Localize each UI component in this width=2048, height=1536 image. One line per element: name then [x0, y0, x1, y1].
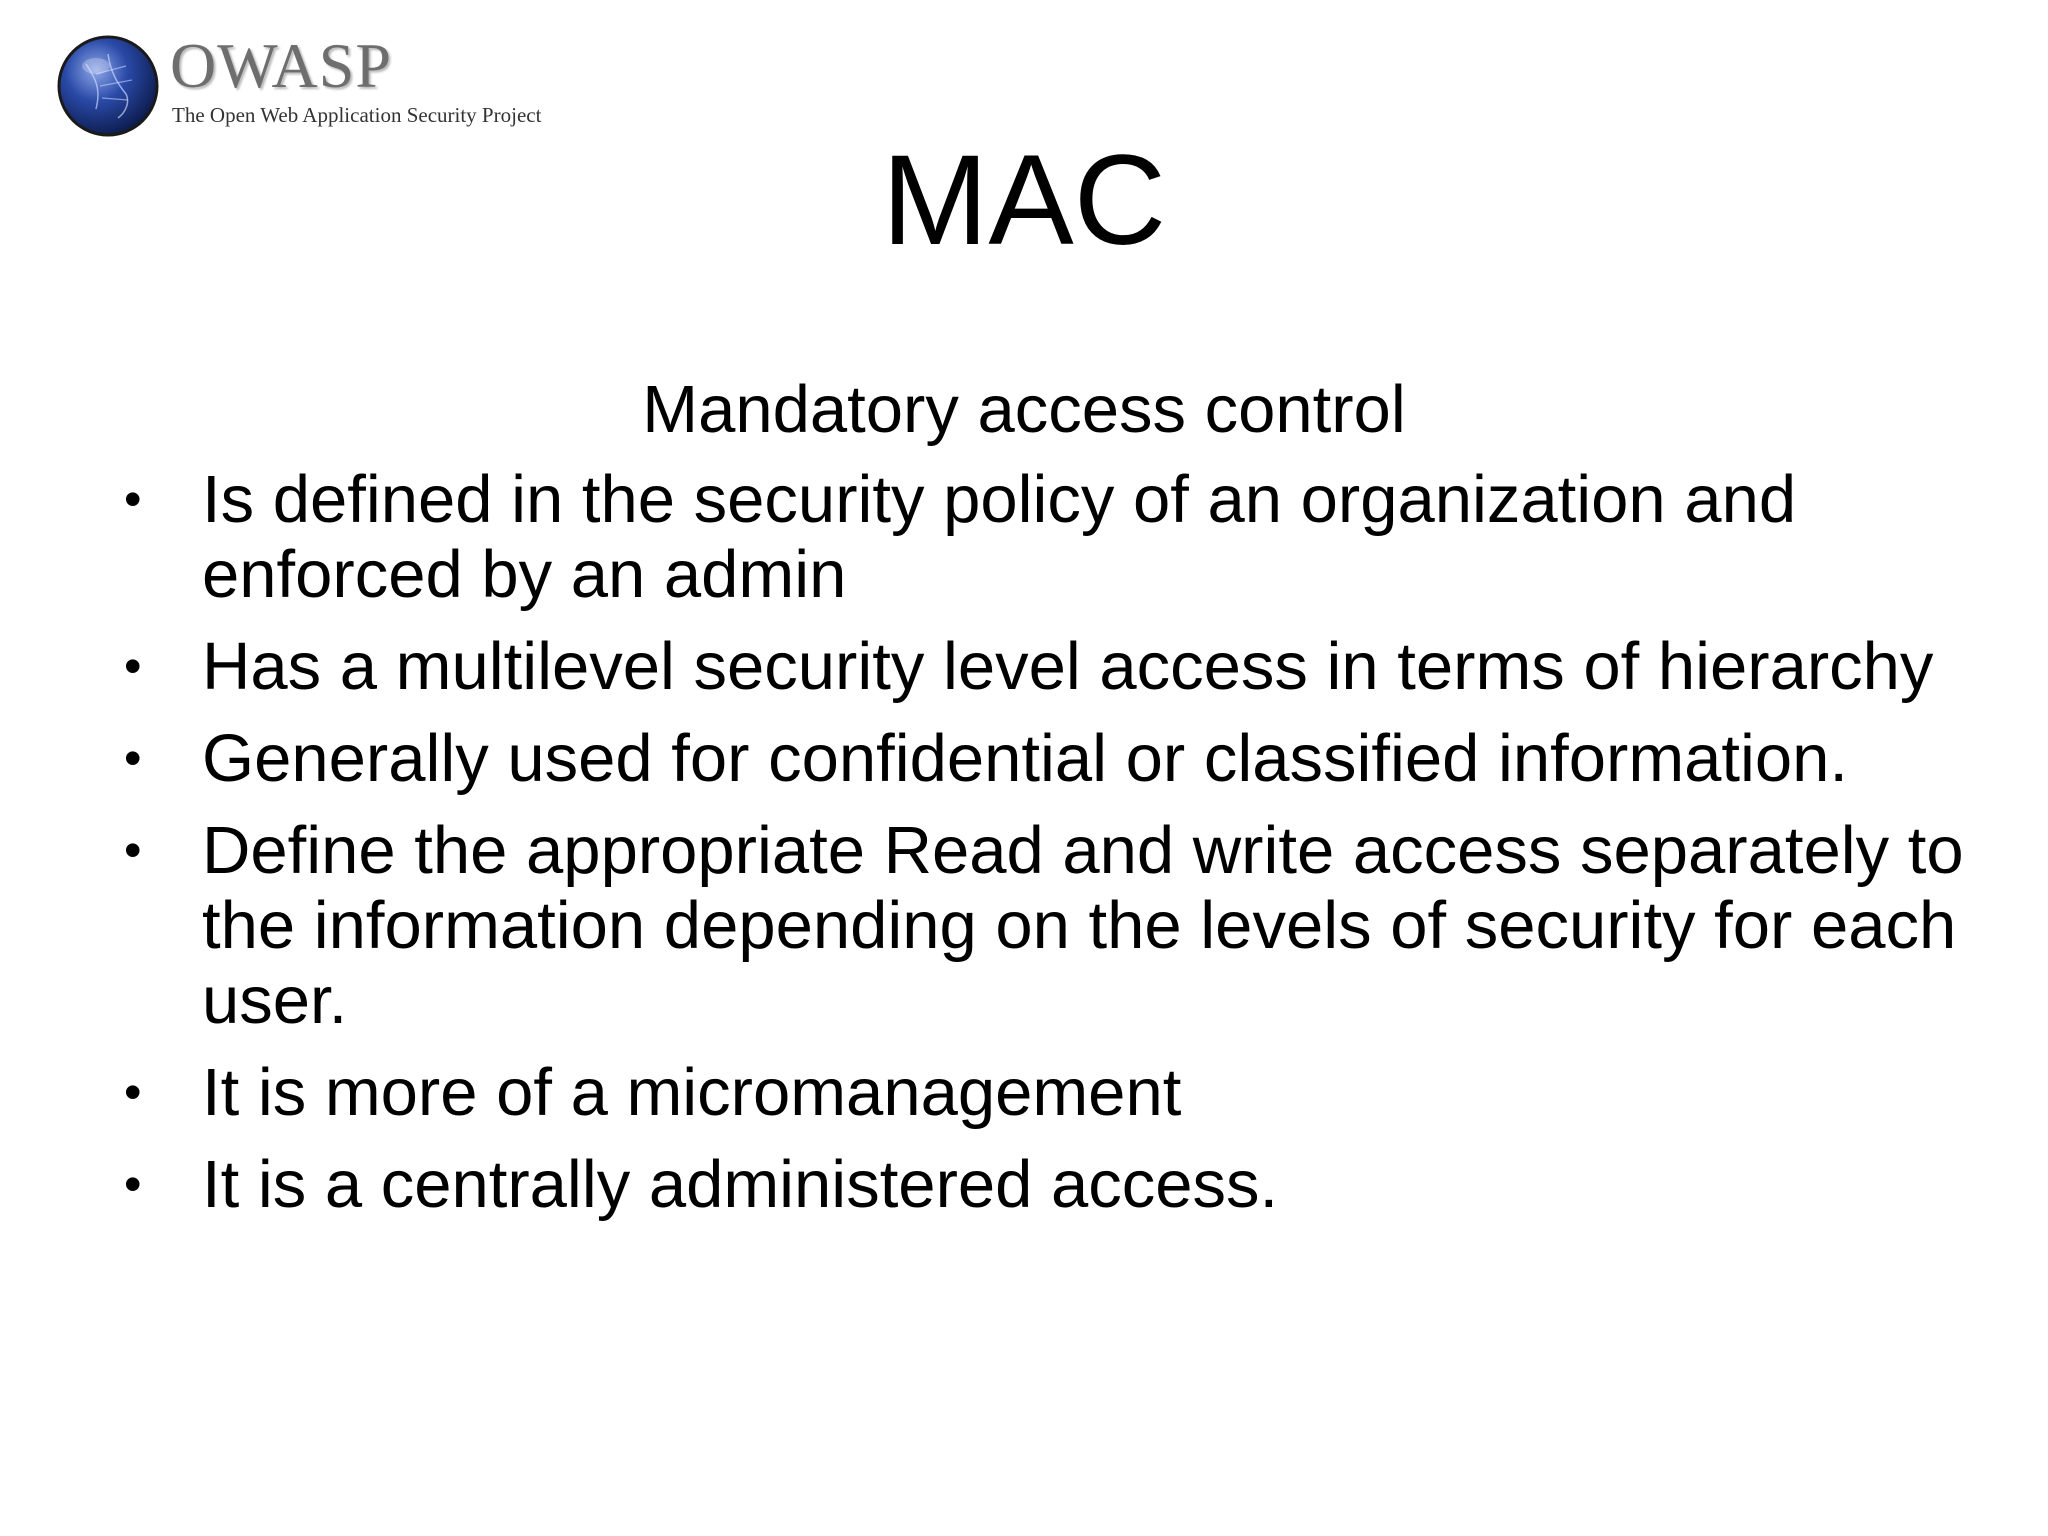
bullet-item	[118, 721, 1978, 796]
bullet-item	[118, 462, 1978, 612]
bullet-marker: •	[124, 471, 142, 527]
bullet-text: Generally used for confidential or classified information.	[202, 721, 1849, 796]
bullet-item	[118, 1147, 1978, 1222]
logo-wordmark: OWASP	[170, 30, 392, 101]
logo-tagline: The Open Web Application Security Project	[172, 103, 542, 127]
slide-title: MAC	[881, 129, 1167, 272]
bullet-item	[118, 813, 1978, 1038]
bullet-marker: •	[124, 1064, 142, 1120]
bullet-text: Is defined in the security policy of an organization and enforced by an admin	[202, 462, 1797, 612]
bullet-item	[118, 629, 1978, 704]
bullet-item	[118, 1055, 1978, 1130]
bullet-marker: •	[124, 730, 142, 786]
bullet-list	[118, 462, 1978, 1239]
owasp-globe-icon	[56, 34, 160, 138]
bullet-text: It is a centrally administered access.	[202, 1147, 1279, 1222]
bullet-text: It is more of a micromanagement	[202, 1055, 1182, 1130]
bullet-marker: •	[124, 1156, 142, 1212]
bullet-marker: •	[124, 822, 142, 878]
bullet-text: Has a multilevel security level access in terms of hierarchy	[202, 629, 1934, 704]
slide-subtitle: Mandatory access control	[642, 372, 1406, 447]
bullet-marker: •	[124, 638, 142, 694]
bullet-text: Define the appropriate Read and write access separately to the information depending on the levels of security for each user.	[202, 813, 1964, 1038]
